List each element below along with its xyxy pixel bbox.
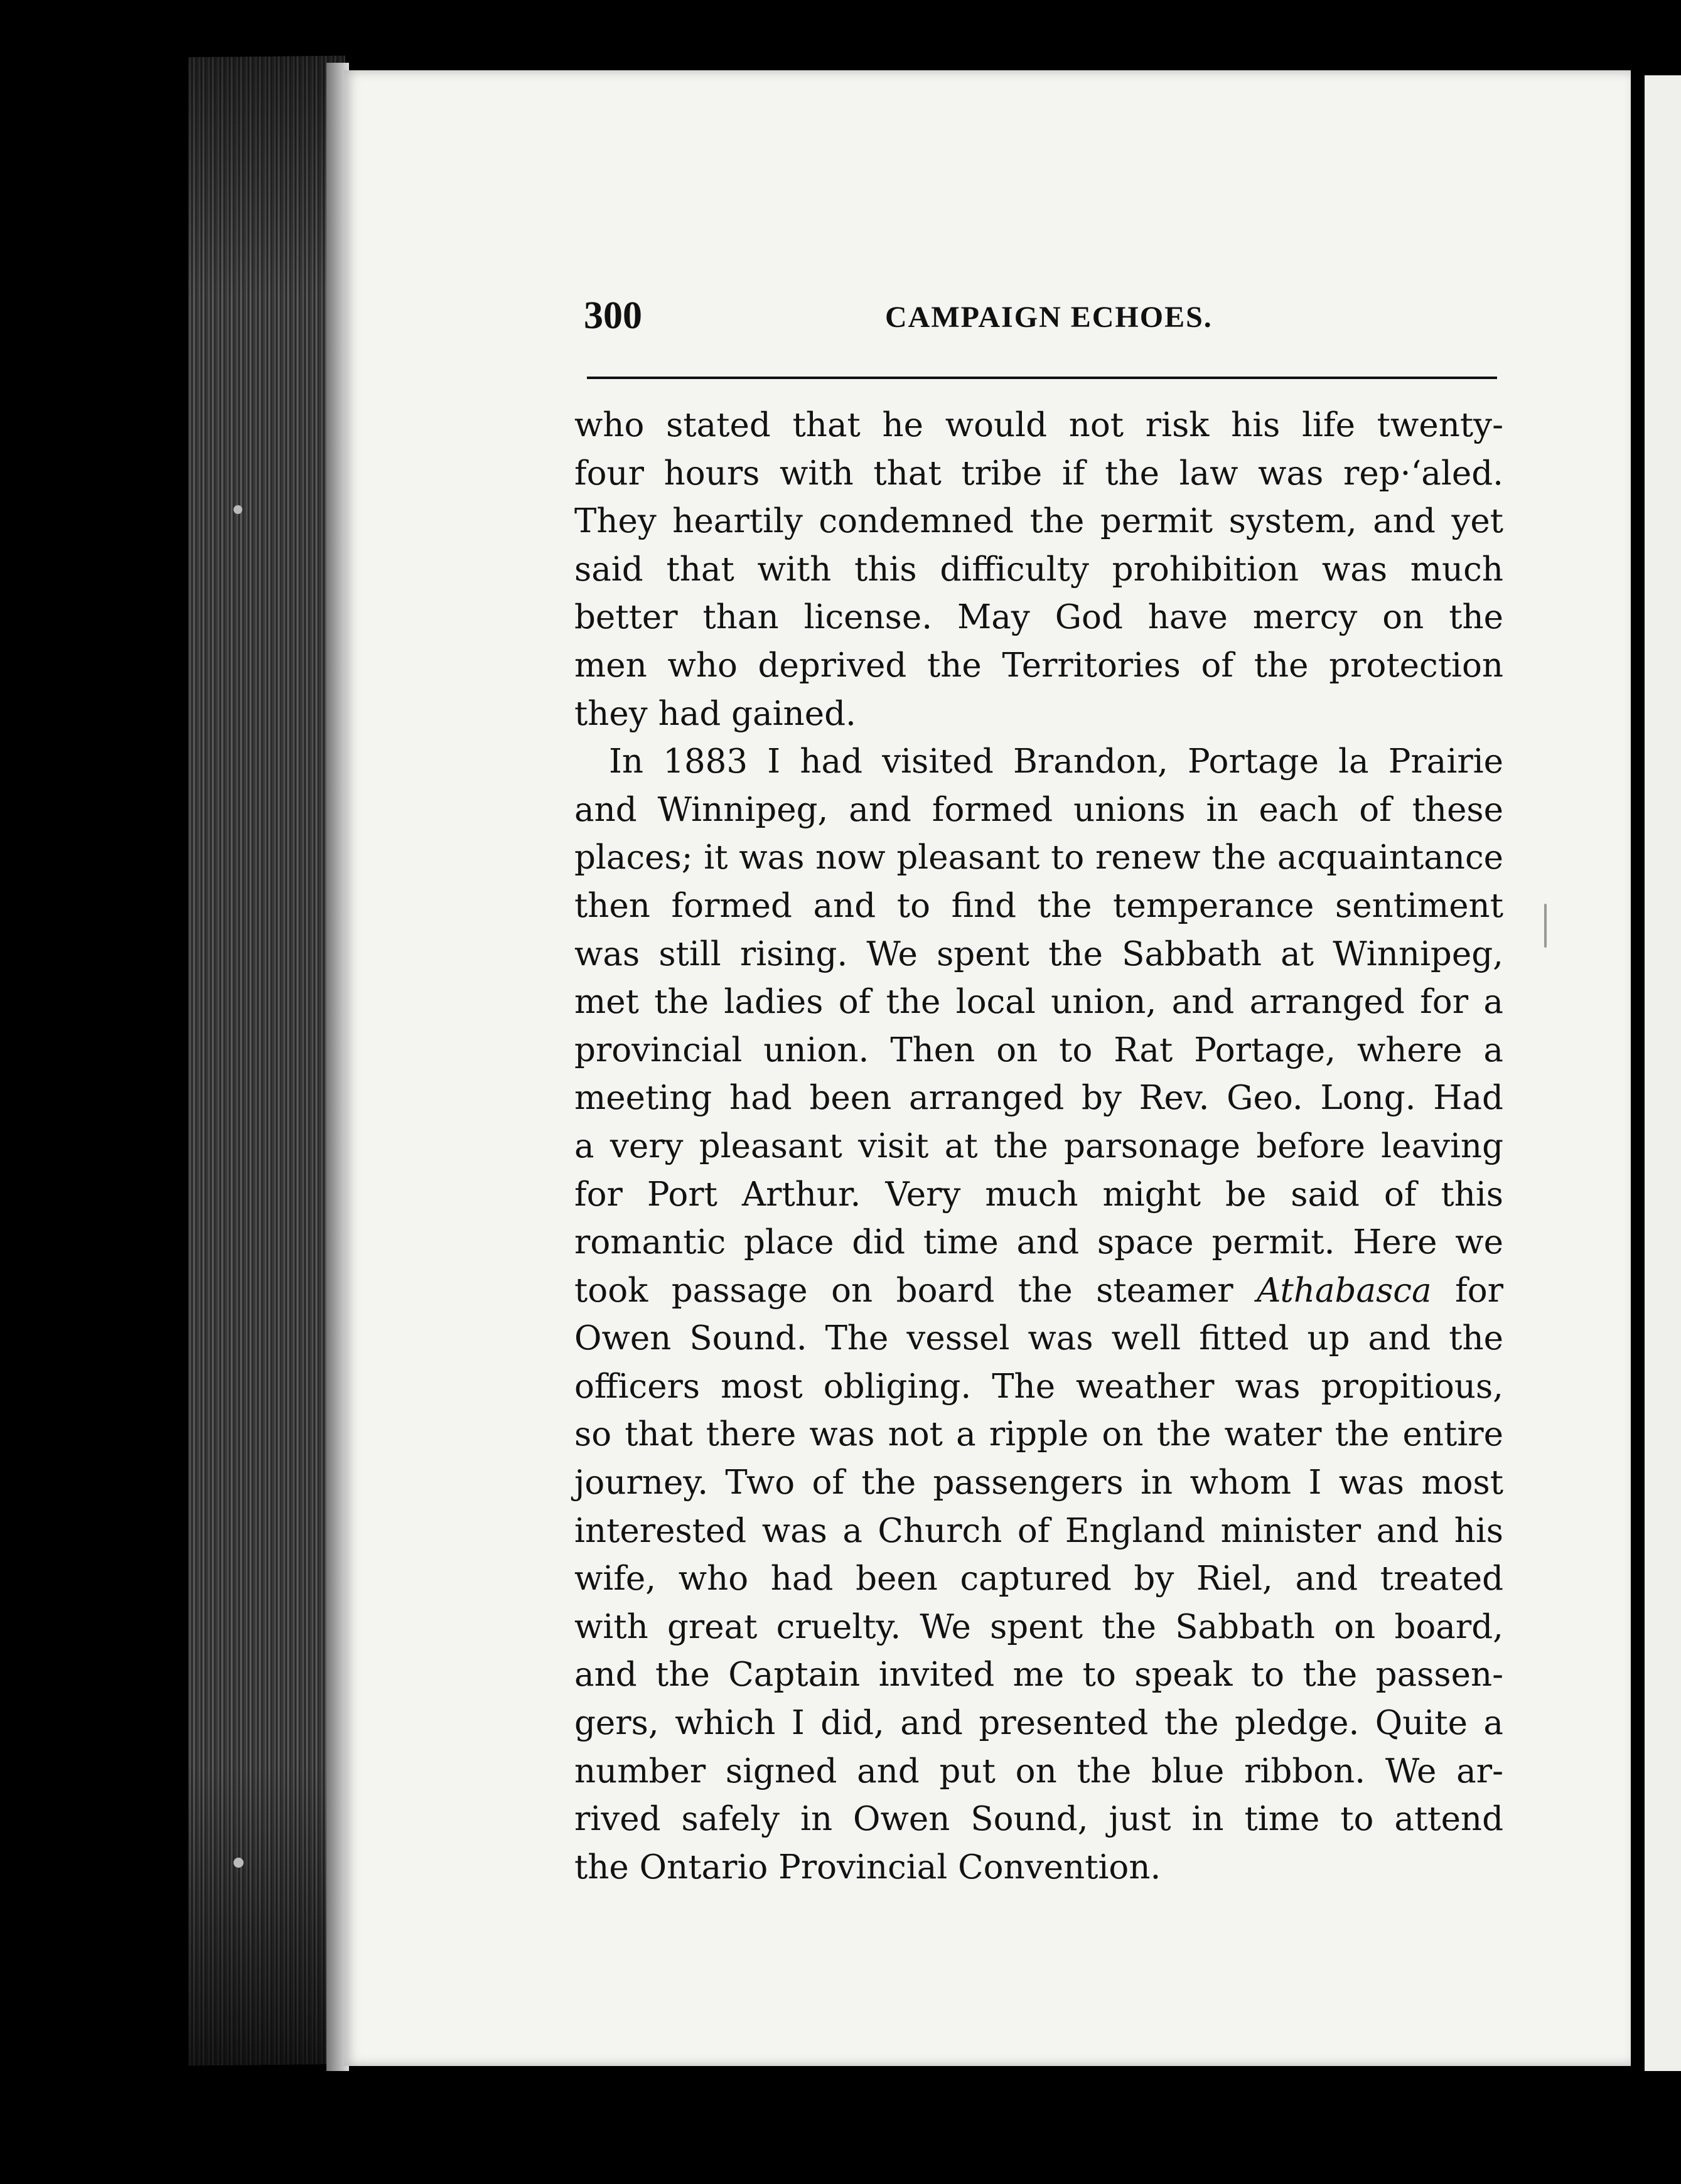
text-line: provincial union. Then on to Rat Portage, where a xyxy=(574,1030,1503,1069)
text-line: They heartily condemned the permit system, and yet xyxy=(574,502,1503,541)
text-line: number signed and put on the blue ribbon. We ar- xyxy=(574,1752,1503,1791)
header-rule xyxy=(587,377,1497,379)
text-line: men who deprived the Territories of the protection xyxy=(574,646,1503,685)
text-line: and the Captain invited me to speak to the passen- xyxy=(574,1656,1503,1694)
text-line: rived safely in Owen Sound, just in time to attend xyxy=(574,1800,1503,1839)
text-line: places; it was now pleasant to renew the acquaintance xyxy=(574,838,1503,877)
text-line: In 1883 I had visited Brandon, Portage la Prairie xyxy=(609,742,1503,781)
text-line: four hours with that tribe if the law was rep·‘aled. xyxy=(574,454,1503,493)
text-line: wife, who had been captured by Riel, and treated xyxy=(574,1560,1503,1598)
running-title: CAMPAIGN ECHOES. xyxy=(885,301,1213,334)
text-line: then formed and to find the temperance sentiment xyxy=(574,886,1503,925)
text-line: with great cruelty. We spent the Sabbath on board, xyxy=(574,1607,1503,1646)
scan-speck xyxy=(234,1858,244,1868)
text-line: better than license. May God have mercy on the xyxy=(574,598,1503,637)
text-line: said that with this difficulty prohibition was much xyxy=(574,550,1503,589)
text-line: for Port Arthur. Very much might be said of this xyxy=(574,1175,1503,1214)
text-line: meeting had been arranged by Rev. Geo. Long. Had xyxy=(574,1079,1503,1118)
scan-mark xyxy=(1544,904,1547,948)
text-line: was still rising. We spent the Sabbath at Winnipeg, xyxy=(574,934,1503,973)
text-segment: took passage on board the steamer xyxy=(574,1271,1233,1310)
text-line: and Winnipeg, and formed unions in each of these xyxy=(574,790,1503,829)
running-head xyxy=(584,294,1500,350)
text-line: interested was a Church of England minister and his xyxy=(574,1511,1503,1550)
text-line: officers most obliging. The weather was propitious, xyxy=(574,1367,1503,1406)
text-line: the Ontario Provincial Convention. xyxy=(574,1848,1161,1887)
text-line: journey. Two of the passengers in whom I was most xyxy=(574,1464,1503,1502)
scan-speck xyxy=(234,505,242,514)
ship-name: Athabasca xyxy=(1257,1271,1432,1310)
text-line: they had gained. xyxy=(574,694,856,733)
text-line-with-ship-name xyxy=(574,1267,1503,1315)
text-segment: for xyxy=(1455,1271,1503,1310)
text-line: a very pleasant visit at the parsonage before leaving xyxy=(574,1127,1503,1165)
book-page-edges xyxy=(188,56,345,2066)
text-line: gers, which I did, and presented the pledge. Quite a xyxy=(574,1704,1503,1743)
text-line: romantic place did time and space permit. Here we xyxy=(574,1223,1503,1262)
text-line: met the ladies of the local union, and arranged for a xyxy=(574,983,1503,1022)
text-line: so that there was not a ripple on the water the entire xyxy=(574,1415,1503,1454)
text-line: Owen Sound. The vessel was well fitted up and the xyxy=(574,1319,1503,1358)
page-number: 300 xyxy=(584,294,642,337)
facing-page-edge xyxy=(1638,75,1681,2071)
body-text xyxy=(574,402,1503,1892)
text-line: who stated that he would not risk his life twenty- xyxy=(574,406,1503,444)
